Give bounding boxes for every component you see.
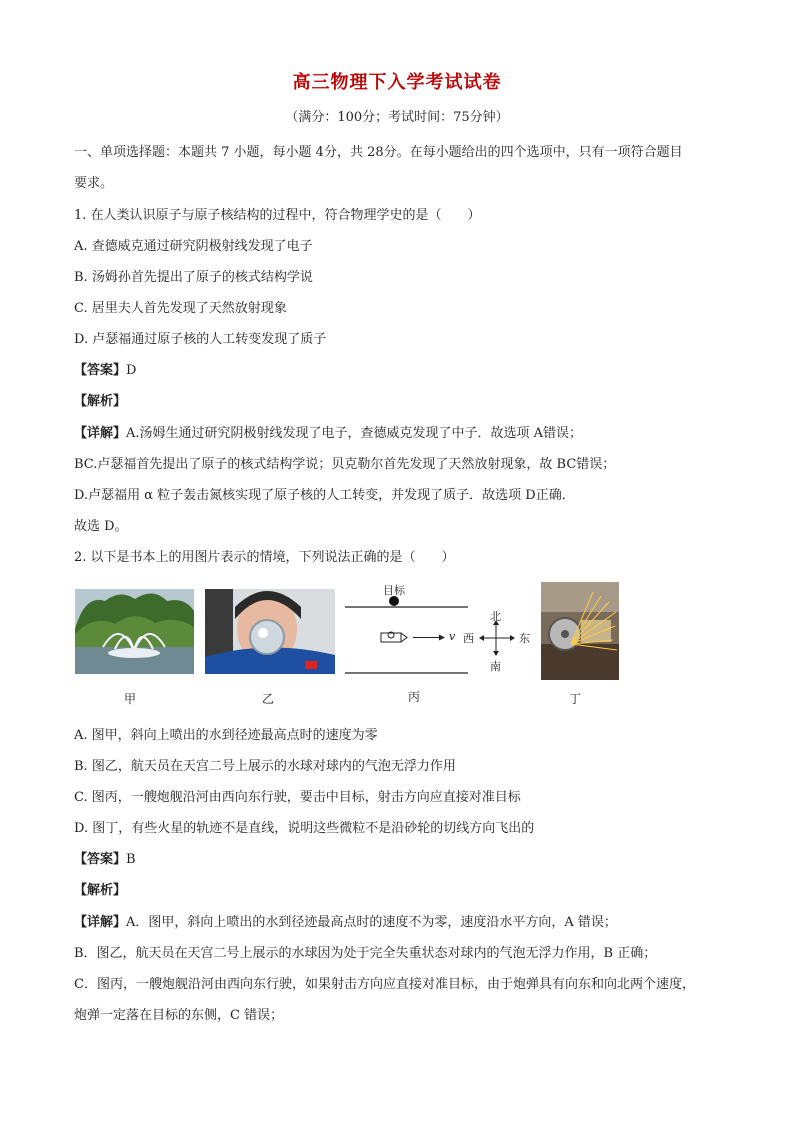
q2-option-a: A. 图甲，斜向上喷出的水到径迹最高点时的速度为零	[74, 728, 378, 743]
q1-analysis-tag: 【解析】	[74, 394, 127, 409]
river-diagram	[343, 580, 533, 680]
q1-option-d: D. 卢瑟福通过原子核的人工转变发现了质子	[74, 332, 327, 347]
caption-ding: 丁	[568, 692, 581, 706]
caption-yi: 乙	[261, 692, 274, 706]
q2-detail-4: 炮弹一定落在目标的东侧，C 错误；	[74, 1008, 284, 1023]
page-title: 高三物理下入学考试试卷	[292, 72, 502, 93]
q1-option-c: C. 居里夫人首先发现了天然放射现象	[74, 301, 287, 316]
q1-detail-3: D.卢瑟福用 α 粒子轰击氮核实现了原子核的人工转变，并发现了质子．故选项 D正确．	[74, 488, 575, 503]
detail-tag: 【详解】	[74, 915, 127, 930]
q2-option-c: C. 图丙，一艘炮舰沿河由西向东行驶，要击中目标，射击方向应直接对准目标	[74, 790, 521, 805]
q1-option-a: A. 查德威克通过研究阴极射线发现了电子	[74, 239, 313, 254]
target-label: 目标	[383, 584, 405, 597]
velocity-label: v	[449, 630, 456, 643]
q2-detail-3: C．图丙，一艘炮舰沿河由西向东行驶，如果射击方向应直接对准目标，由于炮弹具有向东和向北两个速度，	[74, 977, 695, 992]
q2-detail-1: 【详解】A．图甲，斜向上喷出的水到径迹最高点时的速度不为零，速度沿水平方向，A 错误；	[74, 915, 617, 930]
q1-detail-4: 故选 D。	[74, 519, 128, 534]
detail-tag: 【详解】	[74, 426, 127, 441]
fountain-image	[75, 589, 194, 674]
q1-option-b: B. 汤姆孙首先提出了原子的核式结构学说	[74, 270, 313, 285]
answer-value: D	[126, 363, 137, 378]
caption-jia: 甲	[123, 692, 136, 706]
south-label: 南	[490, 660, 501, 673]
q1-detail-2: BC.卢瑟福首先提出了原子的核式结构学说；贝克勒尔首先发现了天然放射现象，故 BC错误；	[74, 457, 616, 472]
q2-option-d: D. 图丁，有些火星的轨迹不是直线，说明这些微粒不是沿砂轮的切线方向飞出的	[74, 821, 535, 836]
east-label: 东	[519, 632, 530, 645]
q2-answer	[74, 848, 136, 867]
q1-detail-1: 【详解】A.汤姆生通过研究阴极射线发现了电子，查德威克发现了中子．故选项 A错误；	[74, 426, 583, 441]
caption-bing: 丙	[407, 690, 420, 704]
q2-stem: 2. 以下是书本上的用图片表示的情境，下列说法正确的是（ ）	[74, 550, 455, 565]
grinding-sparks-image	[541, 582, 619, 680]
answer-tag: 【答案】	[74, 363, 127, 378]
q2-option-b: B. 图乙，航天员在天宫二号上展示的水球对球内的气泡无浮力作用	[74, 759, 456, 774]
astronaut-image	[205, 589, 335, 674]
q2-analysis-tag: 【解析】	[74, 883, 127, 898]
exam-info: （满分：100分；考试时间：75分钟）	[285, 110, 509, 125]
q1-stem: 1. 在人类认识原子与原子核结构的过程中，符合物理学史的是（ ）	[74, 208, 481, 223]
section-heading: 一、单项选择题：本题共 7 小题，每小题 4分，共 28分。在每小题给出的四个选项中，只有一项符合题目	[74, 145, 683, 160]
north-label: 北	[490, 610, 501, 623]
q2-detail-2: B．图乙，航天员在天宫二号上展示的水球因为处于完全失重状态对球内的气泡无浮力作用，B 正确；	[74, 946, 657, 961]
section-heading-cont: 要求。	[74, 176, 114, 191]
answer-value: B	[126, 852, 136, 867]
answer-tag: 【答案】	[74, 852, 127, 867]
west-label: 西	[463, 632, 474, 645]
q1-answer	[74, 359, 136, 378]
